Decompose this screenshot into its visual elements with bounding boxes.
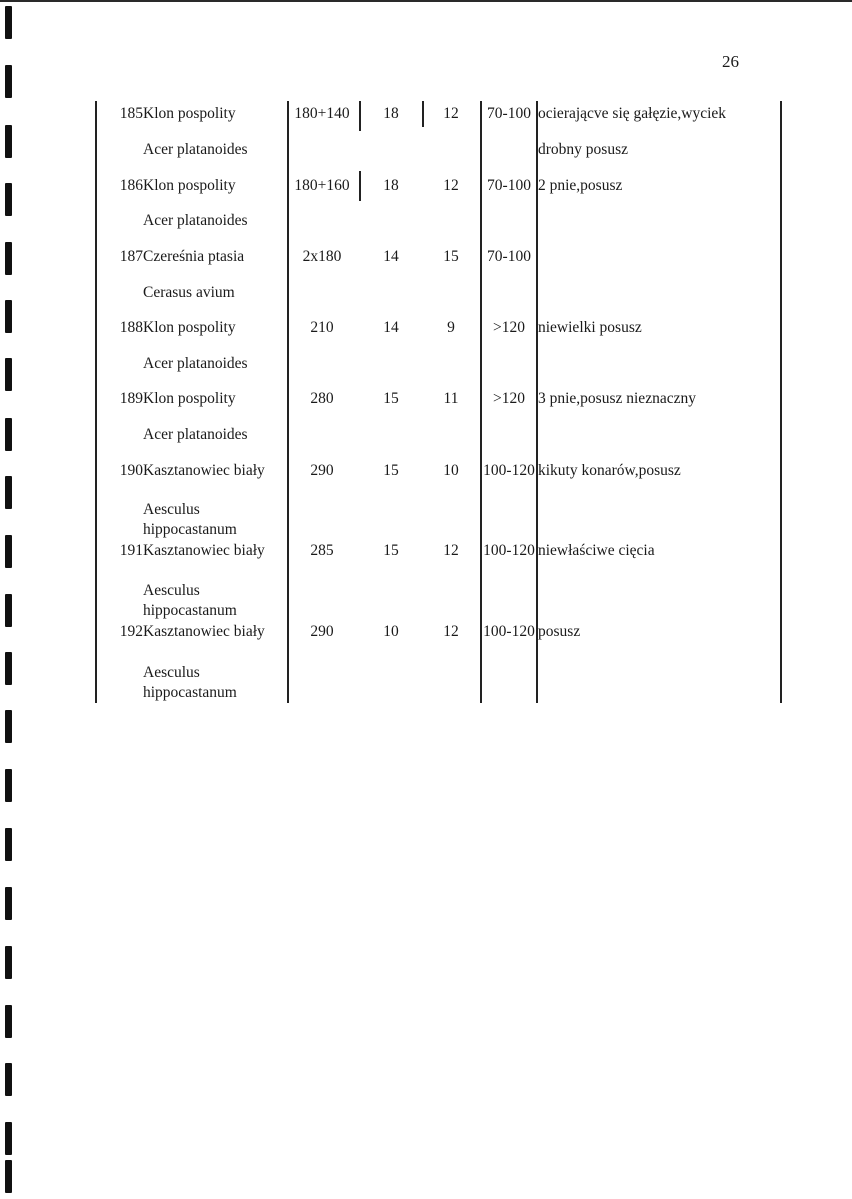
- tree-number: 192: [119, 623, 143, 640]
- tree-number: 186: [119, 177, 143, 194]
- binding-hole: [5, 1063, 12, 1096]
- height: 18: [383, 105, 399, 122]
- tree-number: 191: [119, 542, 143, 559]
- binding-hole: [5, 1160, 12, 1193]
- tree-number: 187: [119, 248, 143, 265]
- binding-hole: [5, 828, 12, 861]
- remarks: niewielki posusz: [538, 319, 642, 336]
- remarks: ocierającve się gałęzie,wyciek: [538, 105, 727, 122]
- crown-diameter: 11: [443, 390, 459, 407]
- tree-number: 189: [119, 390, 143, 407]
- species-polish: Kasztanowiec biały: [143, 462, 265, 479]
- binding-hole: [5, 183, 12, 216]
- binding-hole: [5, 652, 12, 685]
- species-latin: Aesculus hippocastanum: [143, 664, 237, 701]
- binding-hole: [5, 300, 12, 333]
- column-rule: [780, 101, 782, 703]
- age: 100-120: [483, 542, 535, 559]
- height: 10: [383, 623, 399, 640]
- binding-hole: [5, 594, 12, 627]
- binding-hole: [5, 65, 12, 98]
- binding-hole: [5, 418, 12, 451]
- species-latin: Acer platanoides: [143, 355, 248, 372]
- circumference: 285: [310, 542, 334, 559]
- binding-hole: [5, 1005, 12, 1038]
- species-polish: Klon pospolity: [143, 105, 236, 122]
- age: 70-100: [487, 248, 531, 265]
- crown-diameter: 12: [443, 177, 459, 194]
- circumference: 2x180: [302, 248, 342, 265]
- height: 15: [383, 462, 399, 479]
- age: >120: [493, 319, 525, 336]
- crown-diameter: 12: [443, 105, 459, 122]
- age: 70-100: [487, 105, 531, 122]
- remarks-continued: drobny posusz: [538, 141, 628, 158]
- age: >120: [493, 390, 525, 407]
- height: 14: [383, 319, 399, 336]
- species-latin: Aesculus hippocastanum: [143, 582, 237, 619]
- circumference: 210: [310, 319, 334, 336]
- tree-number: 188: [119, 319, 143, 336]
- circumference: 290: [310, 462, 334, 479]
- species-latin: Cerasus avium: [143, 284, 235, 301]
- crown-diameter: 9: [447, 319, 455, 336]
- crown-diameter: 12: [443, 623, 459, 640]
- species-latin: Acer platanoides: [143, 426, 248, 443]
- crown-diameter: 12: [443, 542, 459, 559]
- binding-hole: [5, 769, 12, 802]
- height: 15: [383, 542, 399, 559]
- circumference: 290: [310, 623, 334, 640]
- binding-hole: [5, 887, 12, 920]
- page-number: 26: [722, 52, 739, 71]
- spiral-binding: [2, 0, 22, 1199]
- remarks: 3 pnie,posusz nieznaczny: [538, 390, 696, 407]
- binding-hole: [5, 535, 12, 568]
- species-polish: Kasztanowiec biały: [143, 623, 265, 640]
- species-polish: Klon pospolity: [143, 390, 236, 407]
- crown-diameter: 10: [443, 462, 459, 479]
- binding-hole: [5, 125, 12, 158]
- species-latin: Aesculus hippocastanum: [143, 501, 237, 538]
- top-edge-rule: [0, 0, 852, 2]
- height: 15: [383, 390, 399, 407]
- age: 70-100: [487, 177, 531, 194]
- remarks: 2 pnie,posusz: [538, 177, 623, 194]
- binding-hole: [5, 710, 12, 743]
- binding-hole: [5, 6, 12, 39]
- species-polish: Kasztanowiec biały: [143, 542, 265, 559]
- species-latin: Acer platanoides: [143, 212, 248, 229]
- age: 100-120: [483, 623, 535, 640]
- remarks: niewłaściwe cięcia: [538, 542, 655, 559]
- height: 18: [383, 177, 399, 194]
- tree-number: 190: [119, 462, 143, 479]
- binding-hole: [5, 476, 12, 509]
- binding-hole: [5, 946, 12, 979]
- remarks: posusz: [538, 623, 581, 640]
- binding-hole: [5, 1122, 12, 1155]
- species-polish: Klon pospolity: [143, 177, 236, 194]
- species-polish: Klon pospolity: [143, 319, 236, 336]
- circumference: 280: [310, 390, 334, 407]
- species-latin: Acer platanoides: [143, 141, 248, 158]
- binding-hole: [5, 242, 12, 275]
- tree-number: 185: [119, 105, 143, 122]
- binding-hole: [5, 358, 12, 391]
- remarks: kikuty konarów,posusz: [538, 462, 681, 479]
- species-polish: Czereśnia ptasia: [143, 248, 245, 265]
- crown-diameter: 15: [443, 248, 459, 265]
- height: 14: [383, 248, 399, 265]
- circumference: 180+160: [294, 177, 350, 194]
- age: 100-120: [483, 462, 535, 479]
- circumference: 180+140: [294, 105, 350, 122]
- tree-inventory-table: [95, 101, 785, 703]
